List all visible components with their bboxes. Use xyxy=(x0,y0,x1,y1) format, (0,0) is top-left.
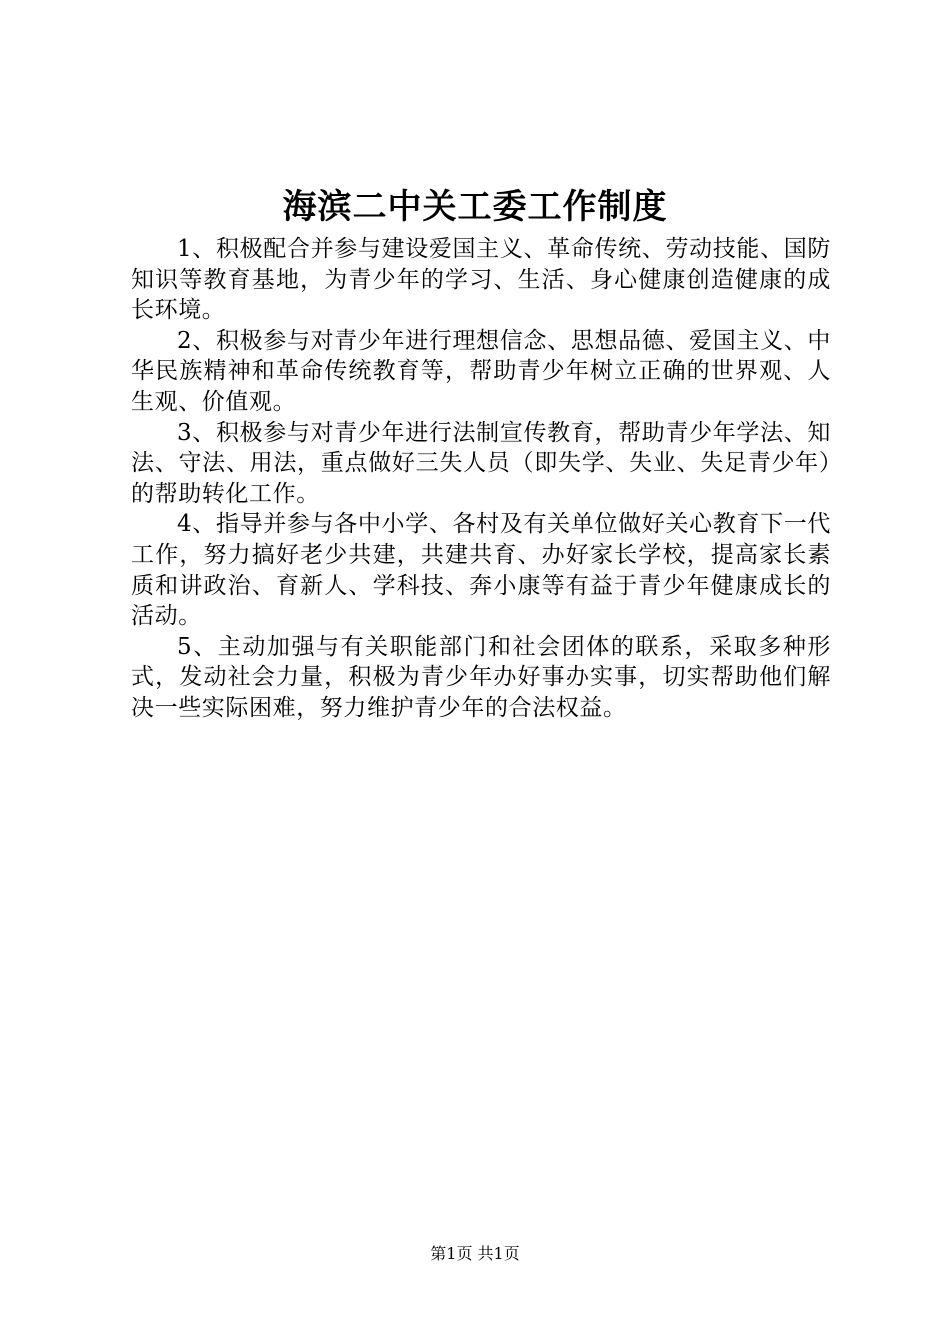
document-title: 海滨二中关工委工作制度 xyxy=(282,187,668,227)
paragraph-2: 2、积极参与对青少年进行理想信念、思想品德、爱国主义、中华民族精神和革命传统教育等，帮助青少年树立正确的世界观、人生观、价值观。 xyxy=(131,327,831,415)
document-body xyxy=(131,234,831,724)
paragraph-1: 1、积极配合并参与建设爱国主义、革命传统、劳动技能、国防知识等教育基地，为青少年的学习、生活、身心健康创造健康的成长环境。 xyxy=(131,236,831,324)
paragraph-5: 5、主动加强与有关职能部门和社会团体的联系，采取多种形式，发动社会力量，积极为青少年办好事办实事，切实帮助他们解决一些实际困难，努力维护青少年的合法权益。 xyxy=(131,633,831,721)
paragraph-3: 3、积极参与对青少年进行法制宣传教育，帮助青少年学法、知法、守法、用法，重点做好三失人员（即失学、失业、失足青少年）的帮助转化工作。 xyxy=(131,419,831,507)
paragraph-4: 4、指导并参与各中小学、各村及有关单位做好关心教育下一代工作，努力搞好老少共建，共建共育、办好家长学校，提高家长素质和讲政治、育新人、学科技、奔小康等有益于青少年健康成长的活动。 xyxy=(131,511,831,630)
page-number-footer: 第1页 共1页 xyxy=(430,1244,520,1263)
